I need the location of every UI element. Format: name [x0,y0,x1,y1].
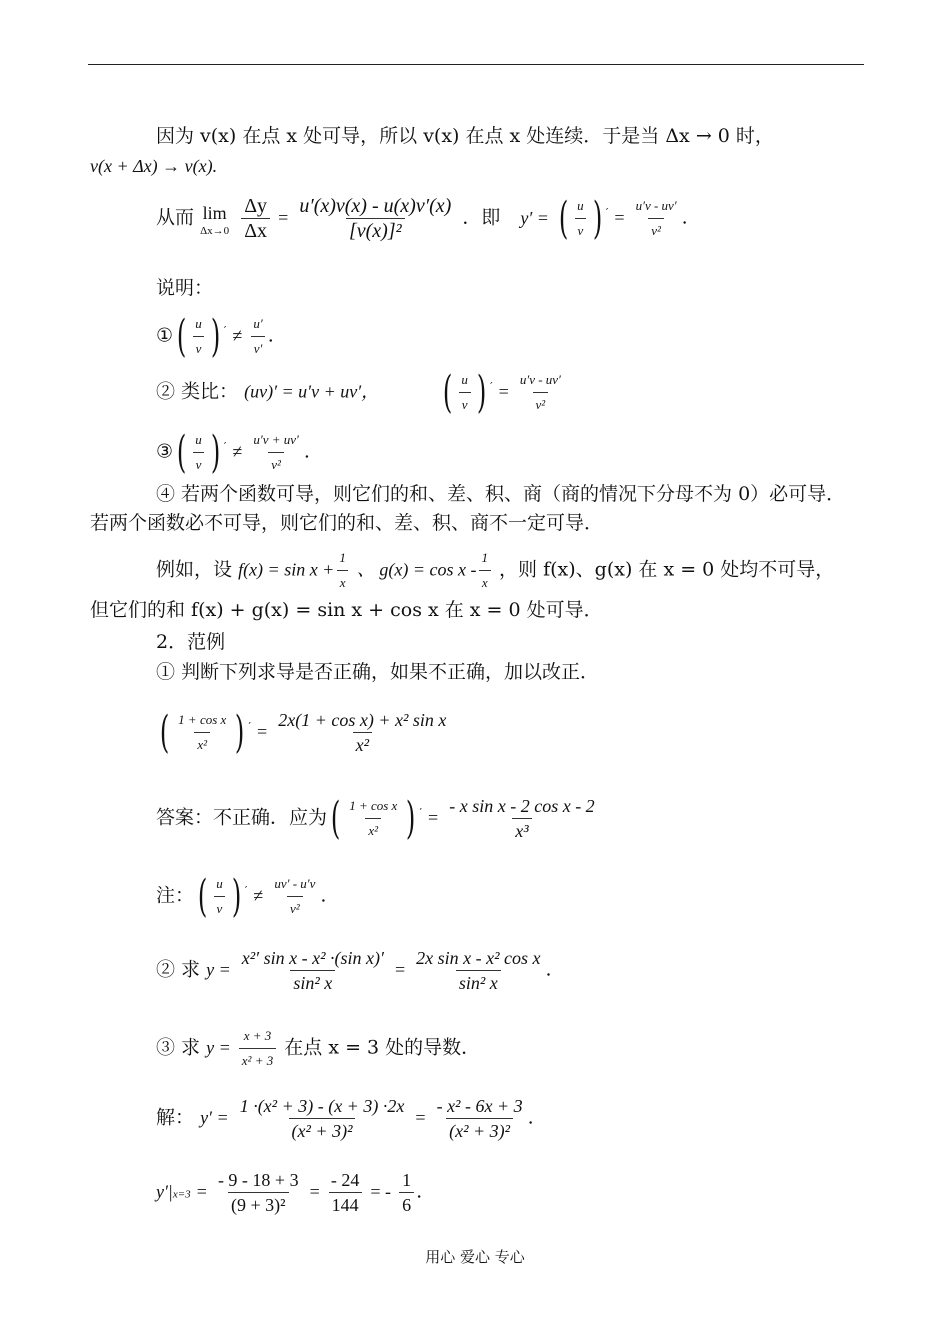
u: u [461,372,468,387]
product-rule: (uv)′ = u′v + uv′， [244,381,380,402]
lim-sub: Δx→0 [200,224,230,237]
v: v [575,218,587,241]
lim-fraction [241,196,270,241]
congerlabel: 从而 [156,206,195,229]
n3-num: u′v + uv′ [253,432,299,447]
q1-rd: x² [353,732,372,755]
q2-n1: x²′ sin x - x² ·(sin x)′ [241,948,384,968]
note-1-num: ① [156,324,174,347]
yprime: y′ = [520,207,549,228]
note-3-num: ③ [156,440,174,463]
s-n2: - x² - 6x + 3 [436,1096,523,1116]
answer-rhs [446,796,597,841]
shuoming-heading: 说明： [156,277,214,299]
q2-d1: sin² x [290,970,335,993]
v-n2: - 24 [330,1170,360,1190]
zhu-den: v² [287,896,303,919]
ans-rn: - x sin x - 2 cos x - 2 [449,796,595,816]
r1-num: u′v - uv′ [635,198,677,213]
value-frac-1 [215,1170,302,1215]
quot-num: u′(x)v(x) - u(x)v′(x) [299,195,452,217]
ans-rd: x³ [512,818,531,841]
v-d1: (9 + 3)² [228,1192,289,1215]
s-d2: (x² + 3)² [446,1118,513,1141]
q3-frac [239,1026,276,1071]
v-n1: - 9 - 18 + 3 [217,1170,299,1190]
q1-ln: 1 + cos x [178,712,227,727]
q2-frac-2 [413,948,543,993]
note-3: ③( $\frac{u}{v}$ ) ′ ≠ $\frac{u'v + uv'}{\text{v²}}$ . [156,426,310,478]
v-d3: 6 [399,1192,414,1215]
u: u [195,316,202,331]
rule-rhs [633,196,680,241]
q1-rn: 2x(1 + cos x) + x² sin x [278,710,447,730]
q2-n2: 2x sin x - x² cos x [416,948,541,968]
value-sub: x=3 [172,1188,191,1201]
paragraph-1-cont: v(x + Δx) → v(x). [90,156,218,176]
q2-y: y = [206,959,231,980]
n2-num: u′v - uv′ [519,372,561,387]
quot-den: [v(x)]² [346,218,405,241]
example-cont: 但它们的和 f(x) + g(x) = sin x + cos x 在 x = 0 处可导． [90,599,603,621]
value-line: y′|x=3 = $\frac{- 9 - 18 + 3}{\text{(9 + 3)²}}$ = $\frac{- 24}{144}$ = - $\frac{1}{6}$ . [156,1170,423,1215]
zhu-num: uv′ - u′v [274,876,316,891]
question-2-label: ② 求 [156,958,201,981]
page-footer: 用心 爱心 专心 [425,1248,525,1266]
ans-ld: x² [365,818,381,841]
s-d1: (x² + 3)² [289,1118,356,1141]
n2-den: v² [533,392,549,415]
note-4-cont: 若两个函数必不可导，则它们的和、差、积、商不一定可导． [90,512,604,534]
solution-line: 解： y′ = $\frac{\text{1 ·(x² + 3) - (x + 3) ·2x}}{\text{(x² + 3)²}}$ = $\frac{\text{- x² - 6x + 3}}{\text{(x² + 3)²}}$ . [156,1096,534,1141]
sol-frac-1 [237,1096,408,1141]
v: v [193,336,205,359]
u: u [195,432,202,447]
note-rhs [271,874,318,919]
v: v [214,896,226,919]
u: u [216,876,223,891]
v-n3: 1 [402,1170,412,1190]
n3-den: v² [268,452,284,475]
q3-y: y = [206,1037,231,1058]
uv-frac [574,196,587,241]
one: 1 [481,550,488,565]
example-g: 、 g(x) = cos x - [356,559,477,580]
question-3 [156,1026,480,1071]
sol-yprime: y′ = [200,1107,229,1128]
lim-num: Δy [244,195,268,217]
answer-line: 答案：不正确．应为( $\frac{\text{1 + cos x}}{\text{x²}}$ ) ′ = $\frac{\text{- x sin x - 2 cos x - 2}}{\text{x³}}$ [156,796,600,841]
quotient-rule-line: 从而 lim Δx→0 $\frac{\Delta y}{\Delta x}$ = $\frac{u'(x)v(x) - u(x)v'(x)}{\text{[v(x)]²}}$ ．即 y′ = ( $\frac{u}{v}$ ) ′ = $\frac{u'v - uv'}{\text{v²}}$ . [156,192,688,244]
quotient-fraction [296,196,454,241]
example-f: f(x) = sin x + [238,559,335,580]
v: v [459,392,471,415]
header-rule [88,64,864,65]
one: 1 [339,550,346,565]
question-1-expr: ( $\frac{\text{1 + cos x}}{\text{x²}}$ ) ′ = $\frac{\text{2x(1 + cos x) + x² sin x}}{\text{x²}}$ [156,710,451,755]
answer-label: 答案：不正确．应为 [156,806,328,829]
note-4: ④ 若两个函数可导，则它们的和、差、积、商（商的情况下分母不为 0）必可导． [156,483,846,505]
limit-expression [200,201,229,237]
v: v [193,452,205,475]
x: x [337,570,349,593]
note-2-label: ② 类比： [156,380,239,403]
example-line [156,548,834,593]
example-tail: ，则 f(x)、g(x) 在 x = 0 处均不可导， [499,558,835,581]
s-n1: 1 ·(x² + 3) - (x + 3) ·2x [239,1096,405,1116]
section-2: 2．范例 [156,631,226,653]
sol-frac-2 [434,1096,526,1141]
u: u [577,198,584,213]
ans-ln: 1 + cos x [349,798,398,813]
v-d2: 144 [329,1192,362,1215]
question-3-label: ③ 求 [156,1036,201,1059]
n1-den: v′ [251,336,266,359]
question-1: ① 判断下列求导是否正确，如果不正确，加以改正． [156,661,600,683]
note-1-rhs [250,314,265,359]
paragraph-1: 因为 v(x) 在点 x 处可导，所以 v(x) 在点 x 处连续．于是当 Δx → 0 时， [156,125,774,147]
question-2: ② 求 y = $\frac{\text{x²′ sin x - x² ·(sin x)′}}{\text{sin² x}}$ = $\frac{\text{2x sin x - x² cos x}}{\text{sin² x}}$ . [156,948,552,993]
solution-label: 解： [156,1106,195,1129]
value-lhs: y′| [156,1181,173,1202]
note-1: ①( $\frac{u}{v}$ ) ′ ≠ $\frac{u'}{v'}$ . [156,310,274,362]
value-frac-3 [399,1170,414,1215]
n1-num: u′ [253,316,263,331]
note-3-rhs [250,430,302,475]
value-eq: = - [370,1181,392,1202]
note-line: 注：( $\frac{u}{v}$ ) ′ ≠ $\frac{uv' - u'v}{\text{v²}}$ . [156,870,327,922]
example-label: 例如，设 [156,558,233,581]
lim-word: lim [202,202,227,223]
q3-tail: 在点 x = 3 处的导数． [284,1036,481,1059]
x: x [479,570,491,593]
q1-ld: x² [194,732,210,755]
r1-den: v² [648,218,664,241]
q3-d: x² + 3 [239,1048,276,1071]
q3-n: x + 3 [243,1028,272,1043]
q2-d2: sin² x [456,970,501,993]
note-label: 注： [156,884,195,907]
note-2-rhs [517,370,564,415]
lim-den: Δx [241,218,270,241]
q1-rhs [275,710,449,755]
note-2: ② 类比： (uv)′ = u′v + uv′， ( $\frac{u}{v}$ ) ′ = $\frac{u'v - uv'}{\text{v²}}$ [156,370,566,415]
ji-text: ．即 [462,206,501,229]
q2-frac-1 [239,948,387,993]
value-frac-2 [328,1170,363,1215]
